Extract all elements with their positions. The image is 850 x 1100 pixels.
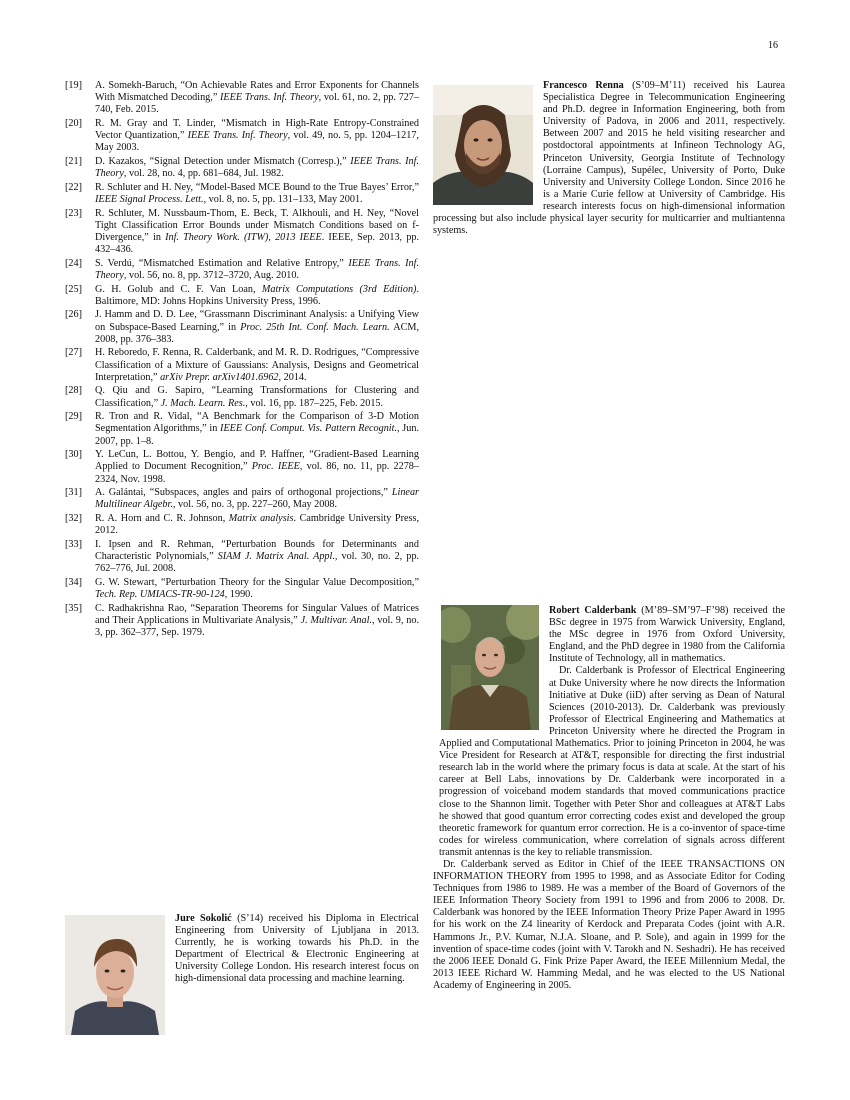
reference-details: , vol. 56, no. 8, pp. 3712–3720, Aug. 2010. [123, 270, 300, 281]
reference-venue: J. Mach. Learn. Res. [160, 397, 246, 409]
reference-item [65, 487, 419, 511]
reference-item [65, 80, 419, 117]
reference-body: J. Hamm and D. D. Lee, “Grassmann Discriminant Analysis: a Unifying View on Subspace-Based Learning,” in [95, 309, 419, 333]
author-photo-renna [433, 85, 533, 205]
reference-details: , vol. 16, pp. 187–225, Feb. 2015. [245, 397, 384, 409]
reference-number: [29] [65, 411, 82, 423]
bio-name: Francesco Renna [543, 80, 624, 91]
reference-body: C. Radhakrishna Rao, “Separation Theorems for Singular Values of Matrices and Their Applications in Multivariate Analysis,” [95, 602, 419, 626]
reference-text [95, 513, 419, 537]
reference-item [65, 258, 419, 282]
reference-item [65, 513, 419, 537]
bio-text: (M’89–SM’97–F’98) received the BSc degree in 1975 from Warwick University, England, the MSc degree in 1976 from Oxford University, England, and the PhD degree in 1980 from the California Institute of Technology, all in mathematics. [549, 605, 785, 665]
reference-item [65, 208, 419, 257]
reference-text [95, 577, 419, 601]
reference-body: D. Kazakos, “Signal Detection under Mismatch (Corresp.),” [95, 156, 351, 167]
reference-venue: IEEE Trans. Inf. Theory [187, 130, 288, 142]
reference-number: [25] [65, 283, 82, 295]
reference-number: [22] [65, 181, 82, 193]
bio-text: Dr. Calderbank is Professor of Electrical Engineering at Duke University where he now directs the Information Initiative at Duke (iiD) after serving as Dean of Natural Sciences (2010-2013). Dr. Calderbank was previously Professor of Electrical Engineering and Mathematics at Princeton University where he directed the Program in Applied and Computational Mathematics. Prior to joining Princeton in 2004, he was Vice President for Research at AT&T, responsible for directing the first industrial research lab in the world where the primary focus is data at scale. At the start of his career at Bell Labs, innovations by Dr. Calderbank were incorporated in a progression of voiceband modem standards that moved communications practice close to the Shannon limit. Together with Peter Shor and colleagues at AT&T Labs he showed that good quantum error correcting codes exist and developed the group theoretic framework for quantum error correction. He is a co-inventor of space-time codes for wireless communication, where correlation of signals across different transmit antennas is the key to reliable transmission. [439, 665, 785, 858]
reference-body: R. M. Gray and T. Linder, “Mismatch in High-Rate Entropy-Constrained Vector Quantization,” [95, 118, 419, 142]
bio-calderbank [433, 605, 785, 992]
reference-item [65, 309, 419, 346]
reference-details: , vol. 61, no. 2, pp. 727–740, Feb. 2015. [95, 92, 419, 116]
reference-number: [30] [65, 449, 82, 461]
reference-venue: Inf. Theory Work. (ITW), 2013 IEEE [165, 232, 322, 243]
reference-venue: IEEE Trans. Inf. Theory [95, 156, 419, 180]
reference-venue: Proc. 25th Int. Conf. Mach. Learn. [240, 321, 390, 333]
reference-text [95, 284, 419, 308]
reference-venue: IEEE Trans. Inf. Theory [220, 92, 319, 104]
reference-text [95, 539, 419, 576]
reference-venue: IEEE Signal Process. Lett. [95, 194, 204, 205]
reference-body: H. Reboredo, F. Renna, R. Calderbank, and M. R. D. Rodrigues, “Compressive Classification of a Mixture of Gaussians: Analysis, Designs and Geometrical Interpretation,” [95, 347, 419, 383]
bio-text: (S’14) received his Diploma in Electrical Engineering from University of Ljubljana in 2013. Currently, he is working towards his Ph.D. in the Department of Electrical & Electronic Engineering at University College London. His research interest focus on high-dimensional data processing and machine learning. [175, 913, 419, 985]
reference-body: R. Schluter, M. Nussbaum-Thom, E. Beck, T. Alkhouli, and H. Ney, “Novel Tight Classification Error Bounds under Mismatch Conditions based on f-Divergence,” in [95, 207, 419, 243]
reference-item [65, 156, 419, 180]
reference-number: [35] [65, 602, 82, 614]
reference-body: A. Somekh-Baruch, “On Achievable Rates and Error Exponents for Channels With Mismatched Decoding,” [95, 80, 419, 104]
reference-venue: IEEE Conf. Comput. Vis. Pattern Recognit. [220, 423, 398, 435]
reference-number: [32] [65, 512, 82, 524]
reference-item [65, 284, 419, 308]
reference-venue: Matrix Computations (3rd Edition) [261, 283, 417, 295]
reference-text [95, 449, 419, 486]
reference-item [65, 347, 419, 384]
reference-details: ACM, 2008, pp. 376–383. [95, 321, 420, 345]
reference-body: Y. LeCun, L. Bottou, Y. Bengio, and P. Haffner, “Gradient-Based Learning Applied to Document Recognition,” [95, 449, 419, 473]
reference-text [95, 156, 419, 180]
reference-item [65, 539, 419, 576]
reference-number: [34] [65, 576, 82, 588]
reference-details: , Jun. 2007, pp. 1–8. [95, 423, 420, 447]
reference-body: Q. Qiu and G. Sapiro, “Learning Transformations for Clustering and Classification,” [95, 385, 419, 409]
reference-text [95, 487, 419, 511]
reference-venue: Proc. IEEE [251, 461, 300, 473]
reference-item [65, 411, 419, 448]
reference-text [95, 80, 419, 117]
reference-venue: Linear Multilinear Algebr. [95, 487, 419, 511]
reference-item [65, 603, 419, 640]
reference-item [65, 449, 419, 486]
reference-list [65, 80, 419, 641]
reference-details: , 2014. [278, 371, 307, 383]
reference-venue: J. Multivar. Anal. [300, 614, 372, 626]
bio-text: Dr. Calderbank served as Editor in Chief of the IEEE TRANSACTIONS ON INFORMATION THEORY from 1995 to 1998, and as Associate Editor for Coding Techniques from 1986 to 1989. He was a member of the Board of Governors of the IEEE Information Theory Society from 1991 to 1996 and from 2006 to 2008. Dr. Calderbank was honored by the IEEE Information Theory Prize Paper Award in 1995 for his work on the Z4 linearity of Kerdock and Preparata Codes (joint with A.R. Hammons Jr., P.V. Kumar, N.J.A. Sloane, and P. Sole), and again in 1999 for the invention of space-time codes (joint with V. Tarokh and N. Seshadri). He has received the 2006 IEEE Donald G. Fink Prize Paper Award, the IEEE Millennium Medal, the 2013 IEEE Richard W. Hamming Medal, and he was elected to the US National Academy of Engineering in 2005. [433, 858, 785, 991]
reference-body: G. W. Stewart, “Perturbation Theory for the Singular Value Decomposition,” [95, 576, 419, 588]
reference-number: [33] [65, 538, 82, 550]
reference-body: S. Verdú, “Mismatched Estimation and Relative Entropy,” [95, 257, 349, 269]
reference-number: [21] [65, 156, 82, 167]
reference-venue: Tech. Rep. UMIACS-TR-90-124 [95, 588, 225, 600]
reference-number: [27] [65, 347, 82, 359]
bio-name: Robert Calderbank [549, 605, 637, 616]
reference-text [95, 258, 419, 282]
reference-details: , 1990. [224, 588, 253, 600]
reference-details: , vol. 9, no. 3, pp. 362–377, Sep. 1979. [95, 614, 419, 638]
reference-number: [28] [65, 385, 82, 397]
page-number: 16 [768, 40, 778, 51]
reference-text [95, 182, 419, 206]
reference-details: , vol. 30, no. 2, pp. 762–776, Jul. 2008. [95, 550, 419, 575]
reference-number: [23] [65, 207, 82, 219]
reference-body: R. A. Horn and C. R. Johnson, [95, 512, 229, 524]
reference-venue: arXiv Prepr. arXiv1401.6962 [160, 371, 279, 383]
reference-venue: Matrix analysis [228, 512, 294, 524]
reference-number: [26] [65, 309, 82, 321]
reference-details: , vol. 49, no. 5, pp. 1204–1217, May 2003. [95, 130, 419, 154]
author-photo-calderbank [441, 605, 539, 730]
reference-number: [19] [65, 80, 82, 91]
reference-text [95, 347, 419, 384]
reference-item [65, 118, 419, 155]
reference-text [95, 118, 419, 155]
author-photo-sokolic [65, 915, 165, 1035]
reference-text [95, 411, 419, 448]
reference-text [95, 309, 419, 346]
reference-number: [31] [65, 487, 82, 499]
reference-details: . Baltimore, MD: Johns Hopkins University Press, 1996. [95, 283, 419, 307]
bio-text: (S’09–M’11) received his Laurea Specialistica Degree in Telecommunication Engineering and Ph.D. degree in Information Engineering, both from University of Padova, in 2006 and 2011, respectively. Between 2007 and 2015 he held visiting researcher and postdoctoral appointments at Infineon Technology AG, Princeton University, Georgia Institute of Technology (Lorraine Campus), Supélec, University of Porto, Duke University and University College London. Since 2016 he is a Marie Curie fellow at University of Cambridge. His research interests focus on high-dimensional information processing but also include physical layer security for multicarrier and multiantenna systems. [433, 80, 786, 237]
reference-body: A. Galántai, “Subspaces, angles and pairs of orthogonal projections,” [95, 487, 392, 499]
bio-name: Jure Sokolić [175, 913, 232, 924]
reference-details: . IEEE, Sep. 2013, pp. 432–436. [95, 232, 420, 256]
reference-item [65, 385, 419, 409]
reference-number: [24] [65, 257, 82, 269]
bio-sokolic [65, 913, 419, 1035]
reference-text [95, 385, 419, 409]
reference-venue: SIAM J. Matrix Anal. Appl. [217, 550, 335, 562]
reference-number: [20] [65, 118, 82, 129]
reference-text [95, 603, 419, 640]
reference-venue: IEEE Trans. Inf. Theory [95, 257, 420, 281]
reference-item [65, 182, 419, 206]
reference-body: R. Tron and R. Vidal, “A Benchmark for the Comparison of 3-D Motion Segmentation Algorithms,” in [95, 411, 419, 435]
reference-body: R. Schluter and H. Ney, “Model-Based MCE Bound to the True Bayes’ Error,” [95, 181, 419, 193]
reference-details: , vol. 28, no. 4, pp. 681–684, Jul. 1982. [123, 168, 284, 180]
bio-renna [433, 80, 785, 237]
reference-item [65, 577, 419, 601]
reference-details: , vol. 8, no. 5, pp. 131–133, May 2001. [203, 194, 363, 205]
reference-text [95, 208, 419, 257]
reference-body: G. H. Golub and C. F. Van Loan, [95, 283, 262, 295]
reference-body: I. Ipsen and R. Rehman, “Perturbation Bounds for Determinants and Characteristic Polynomials,” [95, 538, 419, 562]
reference-details: , vol. 56, no. 3, pp. 227–260, May 2008. [172, 499, 338, 511]
reference-details: . Cambridge University Press, 2012. [95, 512, 419, 537]
reference-details: , vol. 86, no. 11, pp. 2278–2324, Nov. 1998. [95, 461, 419, 485]
